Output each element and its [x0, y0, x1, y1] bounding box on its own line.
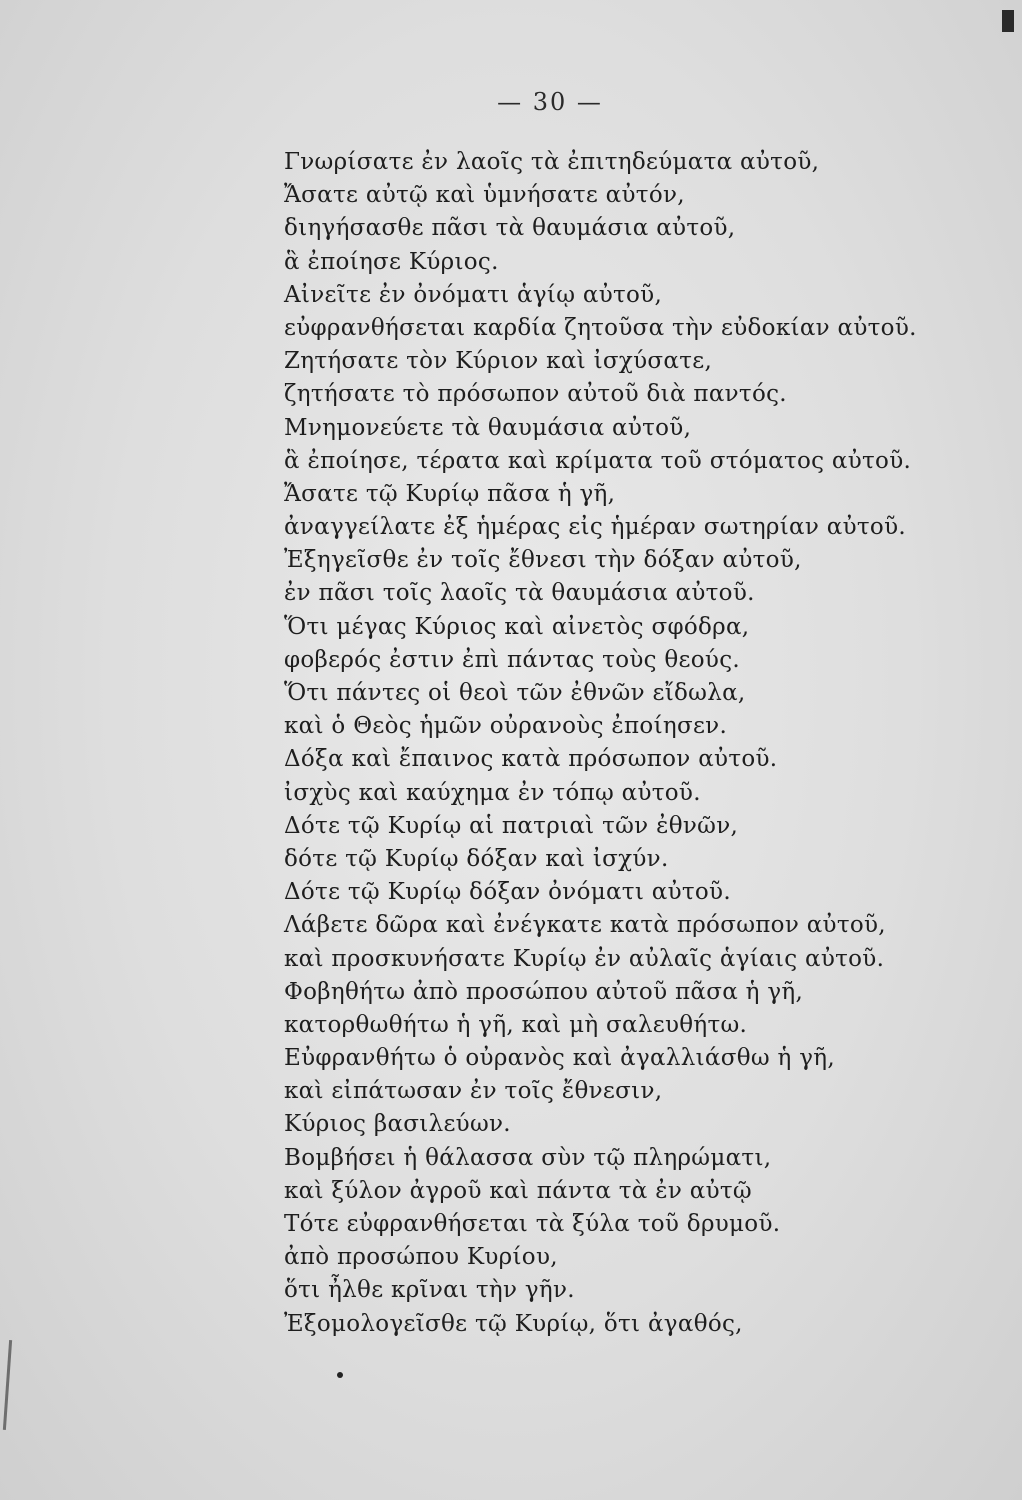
verse-line: καὶ προσκυνήσατε Κυρίῳ ἐν αὐλαῖς ἁγίαις αὐτοῦ. [284, 945, 885, 972]
verse-line: Δόξα καὶ ἔπαινος κατὰ πρόσωπον αὐτοῦ. [284, 746, 778, 773]
verse-line: διηγήσασθε πᾶσι τὰ θαυμάσια αὐτοῦ, [284, 215, 736, 242]
verse-line: ἀπὸ προσώπου Κυρίου, [284, 1244, 558, 1271]
ink-dot [337, 1372, 343, 1378]
verse-line: Δότε τῷ Κυρίῳ δόξαν ὀνόματι αὐτοῦ. [284, 879, 731, 906]
verse-line: ἐν πᾶσι τοῖς λαοῖς τὰ θαυμάσια αὐτοῦ. [284, 580, 755, 607]
verse-line: Ὅτι πάντες οἱ θεοὶ τῶν ἐθνῶν εἴδωλα, [284, 680, 746, 706]
verse-line: Κύριος βασιλεύων. [284, 1111, 511, 1138]
verse-line: εὐφρανθήσεται καρδία ζητοῦσα τὴν εὐδοκίαν αὐτοῦ. [284, 314, 917, 341]
verse-line: Ἐξηγεῖσθε ἐν τοῖς ἔθνεσι τὴν δόξαν αὐτοῦ, [284, 547, 802, 574]
verse-line: Λάβετε δῶρα καὶ ἐνέγκατε κατὰ πρόσωπον αὐτοῦ, [284, 912, 886, 939]
verse-line: Φοβηθήτω ἀπὸ προσώπου αὐτοῦ πᾶσα ἡ γῆ, [284, 978, 804, 1005]
verse-line: ἰσχὺς καὶ καύχημα ἐν τόπῳ αὐτοῦ. [284, 779, 701, 806]
verse-line: Αἰνεῖτε ἐν ὀνόματι ἁγίῳ αὐτοῦ, [284, 281, 663, 308]
verse-line: φοβερός ἐστιν ἐπὶ πάντας τοὺς θεούς. [284, 646, 740, 673]
verse-line: Ἄσατε τῷ Κυρίῳ πᾶσα ἡ γῆ, [284, 480, 616, 507]
verse-line: ἃ ἐποίησε, τέρατα καὶ κρίματα τοῦ στόματος αὐτοῦ. [284, 447, 912, 474]
verse-line: Εὐφρανθήτω ὁ οὐρανὸς καὶ ἀγαλλιάσθω ἡ γῆ, [284, 1045, 835, 1072]
verse-line: Ἐξομολογεῖσθε τῷ Κυρίῳ, ὅτι ἀγαθός, [284, 1310, 743, 1337]
scan-artifact-line [3, 1340, 12, 1430]
verse-line: ζητήσατε τὸ πρόσωπον αὐτοῦ διὰ παντός. [284, 381, 787, 408]
verse-line: Γνωρίσατε ἐν λαοῖς τὰ ἐπιτηδεύματα αὐτοῦ, [284, 149, 820, 175]
verse-line: Τότε εὐφρανθήσεται τὰ ξύλα τοῦ δρυμοῦ. [284, 1211, 781, 1237]
page-number: — 30 — [497, 88, 603, 116]
verse-line: Ὅτι μέγας Κύριος καὶ αἰνετὸς σφόδρα, [284, 613, 750, 640]
verse-line: κατορθωθήτω ἡ γῆ, καὶ μὴ σαλευθήτω. [284, 1011, 748, 1038]
verse-line: δότε τῷ Κυρίῳ δόξαν καὶ ἰσχύν. [284, 845, 669, 872]
verse-line: ἃ ἐποίησε Κύριος. [284, 248, 499, 275]
verse-line: Δότε τῷ Κυρίῳ αἱ πατριαὶ τῶν ἐθνῶν, [284, 812, 739, 839]
verse-text-block [284, 146, 984, 1341]
verse-line: Ζητήσατε τὸν Κύριον καὶ ἰσχύσατε, [284, 348, 713, 375]
verse-line: ἀναγγείλατε ἐξ ἡμέρας εἰς ἡμέραν σωτηρίαν αὐτοῦ. [284, 514, 906, 541]
verse-line: Βομβήσει ἡ θάλασσα σὺν τῷ πληρώματι, [284, 1144, 772, 1171]
scan-artifact-mark [1002, 10, 1014, 32]
verse-line: ὅτι ἦλθε κρῖναι τὴν γῆν. [284, 1277, 575, 1304]
verse-line: καὶ ξύλον ἀγροῦ καὶ πάντα τὰ ἐν αὐτῷ [284, 1177, 752, 1204]
verse-line: Ἄσατε αὐτῷ καὶ ὑμνήσατε αὐτόν, [284, 182, 685, 209]
verse-line: Μνημονεύετε τὰ θαυμάσια αὐτοῦ, [284, 414, 692, 441]
verse-line: καὶ εἰπάτωσαν ἐν τοῖς ἔθνεσιν, [284, 1078, 663, 1105]
verse-line: καὶ ὁ Θεὸς ἡμῶν οὐρανοὺς ἐποίησεν. [284, 713, 728, 740]
